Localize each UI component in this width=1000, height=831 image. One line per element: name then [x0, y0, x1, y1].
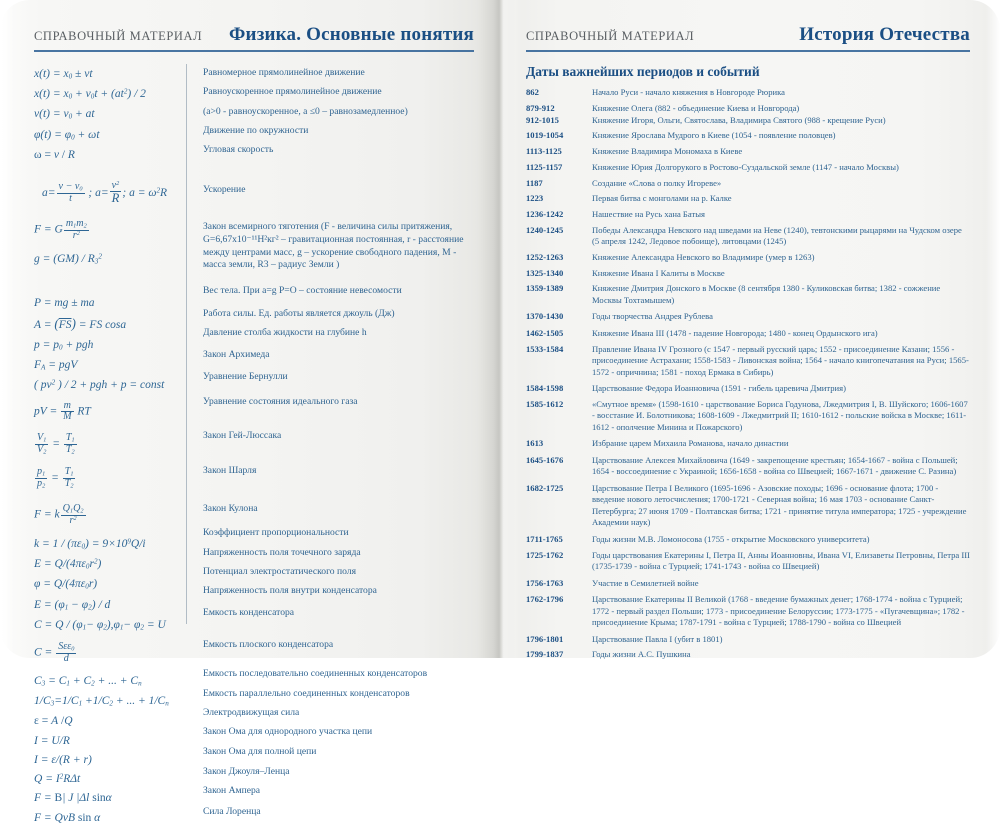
table-row [526, 594, 970, 629]
desc-item: Электродвижущая сила [203, 707, 300, 719]
event-text: Царствование Петра I Великого (1695-1696 - Азовские походы; 1696 - основание флота; 1700 - введение нового летосчисления; 1700-1721 - Северная война; 16 мая 1703 - основание Санкт-Петербурга; 27 июня 1709 - Полтавская битва; 1721 - принятие титула императора; 1725 - учреждение Академии наук) [592, 482, 967, 528]
formula-item: P = mg ± ma [34, 297, 95, 310]
physics-body [34, 62, 474, 831]
event-text: Княжение Ивана III (1478 - падение Новгорода; 1480 - конец Ордынского ига) [592, 327, 878, 338]
formula-item: $x(t) = x_0$ ± vt [34, 68, 93, 81]
formula-item: $E = (\varphi_1 - \varphi_2) / d$ [34, 598, 111, 612]
event-text: Царствование Павла I (убит в 1801) [592, 633, 723, 644]
desc-item: Напряженность поля точечного заряда [203, 546, 361, 558]
event-text: Княжение Юрия Долгорукого в Ростово-Суздальской земле (1147 - начало Москвы) [592, 161, 899, 172]
event-text: Создание «Слова о полку Игореве» [592, 177, 722, 188]
event-date: 1113-1125 [526, 146, 562, 157]
event-text: Правление Ивана IV Грозного (с 1547 - первый русский царь; 1552 - присоединение Казани; 1556 - присоединение Астрахани; 1558-1583 - Ливонская война; 1564 - начало книгопечатания на Руси; 1565-1572 - опричнина; 1581 - поход Ермака в Сибирь) [592, 343, 969, 377]
desc-item: Движение по окружности [203, 124, 309, 136]
table-row [526, 87, 970, 99]
table-row [526, 550, 970, 573]
desc-item: Равноускоренное прямолинейное движение [203, 86, 382, 98]
desc-item: Коэффициент пропорциональности [203, 527, 349, 539]
event-text: Нашествие на Русь хана Батыя [592, 208, 705, 219]
formula-item: $g = (GM) / R_3^2$ [34, 252, 102, 266]
formula-item: ω = v / R [34, 148, 75, 161]
event-date: 1725-1762 [526, 549, 564, 560]
desc-item: Напряженность поля внутри конденсатора [203, 585, 377, 597]
formula-item: I = ε/(R + r) [34, 753, 92, 766]
table-row [526, 103, 970, 115]
event-date: 1125-1157 [526, 161, 563, 172]
formula-item: I = U/R [34, 734, 70, 747]
formula-item: F = B| J |Δl sinα [34, 792, 112, 805]
left-page-physics [0, 0, 500, 824]
desc-item: Сила Лоренца [203, 806, 261, 818]
event-text: Княжение Олега (882 - объединение Киева и Новгорода) [592, 102, 800, 113]
right-header-rule [526, 50, 970, 52]
right-header-row [526, 24, 970, 50]
desc-item: Ускорение [203, 183, 246, 195]
formula-item: F = QvB sin α [34, 811, 101, 824]
event-date: 1584-1598 [526, 383, 564, 394]
history-body [526, 64, 970, 661]
event-date: 862 [526, 87, 539, 97]
right-page-header [526, 0, 970, 52]
event-text: Годы царствования Екатерины I, Петра II, Анны Иоанновны, Ивана VI, Елизаветы Петровны, Петра III (1735-1739 - война с Турцией; 1741-1743 - война со Швецией) [592, 549, 970, 572]
event-text: Участие в Семилетней войне [592, 577, 699, 588]
desc-item: Закон всемирного тяготения (F - величина силы притяжения, G=6,67х10⁻¹¹Н²кг² – гравитационная постоянная, r - расстояние между центрами масс, g – ускорение свободного падения, М - масса земли, R3 – радиус Земли ) [203, 221, 464, 271]
desc-item: Равномерное прямолинейное движение [203, 67, 365, 78]
desc-item: Емкость последовательно соединенных конденсаторов [203, 668, 428, 680]
table-row [526, 534, 970, 546]
right-kicker: СПРАВОЧНЫЙ МАТЕРИАЛ [526, 29, 695, 43]
desc-item: Емкость конденсатора [203, 606, 295, 618]
right-page-title: История Отечества [799, 24, 970, 45]
desc-item: Закон Гей-Люссака [203, 430, 282, 442]
desc-item: Уравнение состояния идеального газа [203, 395, 358, 407]
desc-item: Давление столба жидкости на глубине h [203, 326, 367, 338]
event-text: Победы Александра Невского над шведами на Неве (1240), тевтонскими рыцарями на Чудском озере (5 апреля 1242, Ледовое побоище), литовцами (1245) [592, 224, 962, 247]
event-date: 1223 [526, 193, 544, 204]
table-row [526, 649, 970, 661]
table-row [526, 178, 970, 190]
table-row [526, 162, 970, 174]
event-text: Годы жизни А.С. Пушкина [592, 649, 691, 660]
event-date: 1799-1837 [526, 649, 564, 660]
event-text: Царствование Екатерины II Великой (1768 - введение бумажных денег; 1768-1774 - война с Турцией; 1772 - первый раздел Польши; 1773 - присоединение Белоруссии; 1773-1775 - «Пугачевщина»; 1782 - присоединение Крыма; 1787-1791 - война с Турцией; 1788-1790 - война со Швецией [592, 594, 965, 628]
table-row [526, 328, 970, 340]
event-date: 1711-1765 [526, 533, 563, 544]
formula-item: $A = (\overline{FS})$ = FS cosa [34, 315, 127, 331]
desc-item: Закон Ома для однородного участка цепи [203, 726, 373, 738]
table-row [526, 130, 970, 142]
event-text: Княжение Владимира Мономаха в Киеве [592, 146, 743, 157]
desc-item: Закон Кулона [203, 502, 258, 514]
formula-item: $\varphi = Q/(4\pi\varepsilon_0r)$ [34, 578, 98, 591]
event-date: 1682-1725 [526, 482, 564, 493]
desc-item: Вес тела. При а=g Р=О – состояние невесомости [203, 284, 402, 296]
event-date: 1019-1054 [526, 130, 564, 141]
event-text: Княжение Дмитрия Донского в Москве (8 сентября 1380 - Куликовская битва; 1382 - сожжение Москвы Тохтамышем) [592, 283, 941, 305]
table-row [526, 115, 970, 127]
desc-item: Закон Джоуля–Ленца [203, 766, 290, 778]
formula-item: $C = Q / (\varphi_1- \varphi_2),\varphi_1- \varphi_2 = U$ [34, 618, 166, 632]
table-row [526, 311, 970, 323]
formula-item: $E = Q/(4\pi\varepsilon_0r^2)$ [34, 557, 102, 571]
formula-item: $p = p_0$ + pgh [34, 338, 94, 352]
event-date: 1796-1801 [526, 633, 564, 644]
left-page-header [34, 0, 474, 52]
event-date: 1462-1505 [526, 327, 564, 338]
desc-item: Закон Архимеда [203, 348, 270, 360]
table-row [526, 455, 970, 478]
table-row [526, 483, 970, 529]
event-text: Княжение Александра Невского во Владимире (умер в 1263) [592, 251, 815, 262]
event-text: Годы жизни М.В. Ломоносова (1755 - открытие Московского университета) [592, 533, 870, 544]
event-date: 912-1015 [526, 114, 559, 125]
left-header-rule [34, 50, 474, 52]
event-text: Княжение Игоря, Ольги, Святослава, Владимира Святого (988 - крещение Руси) [592, 114, 886, 125]
column-divider [186, 64, 187, 624]
history-section-title: Даты важнейших периодов и событий [526, 64, 760, 79]
event-date: 1613 [526, 438, 544, 449]
description-column [187, 62, 474, 831]
desc-item: Угловая скорость [203, 144, 274, 155]
formula-item: F = k $\frac{Q_1Q_2}{r^2}$ [34, 502, 84, 526]
formula-item: $\frac{p_1}{p_2}$ = $\frac{T_1}{T_2}$ [37, 466, 74, 490]
event-text: Годы творчества Андрея Рублева [592, 311, 713, 322]
event-date: 879-912 [526, 102, 555, 113]
table-row [526, 225, 970, 248]
desc-item: Уравнение Бернулли [203, 371, 288, 383]
desc-item: Работа силы. Ед. работы является джоуль (Дж) [203, 307, 395, 319]
table-row [526, 252, 970, 264]
event-text: Начало Руси - начало княжения в Новгороде Рюрика [592, 87, 785, 97]
event-date: 1370-1430 [526, 311, 564, 322]
formula-column [34, 62, 186, 831]
event-date: 1359-1389 [526, 283, 564, 294]
event-text: Царствование Федора Иоанновича (1591 - гибель царевича Дмитрия) [592, 383, 846, 394]
desc-item: Закон Ампера [203, 785, 261, 797]
event-date: 1240-1245 [526, 224, 564, 235]
event-date: 1585-1612 [526, 398, 564, 409]
event-text: Избрание царем Михаила Романова, начало династии [592, 438, 789, 449]
event-date: 1762-1796 [526, 594, 564, 605]
event-text: Княжение Ивана I Калиты в Москве [592, 267, 725, 278]
desc-item: Закон Шарля [203, 465, 257, 477]
table-row [526, 578, 970, 590]
table-row [526, 438, 970, 450]
event-date: 1236-1242 [526, 208, 564, 219]
left-header-row [34, 24, 474, 50]
event-date: 1252-1263 [526, 251, 564, 262]
event-text: Первая битва с монголами на р. Калке [592, 193, 732, 204]
desc-item: Закон Ома для полной цепи [203, 745, 317, 757]
formula-item: C = $\frac{S\varepsilon\varepsilon_0}{d}$ [34, 640, 75, 664]
event-text: Княжение Ярослава Мудрого в Киеве (1054 - появление половцев) [592, 130, 836, 141]
table-row [526, 344, 970, 379]
formula-item: ε = A /Q [34, 715, 73, 728]
formula-item: $\varphi(t) = \varphi_0 + \omega t$ [34, 128, 100, 142]
right-page-history [500, 0, 1000, 658]
desc-item: Емкость параллельно соединенных конденсаторов [203, 687, 410, 699]
formula-item: $1/C_3=1/C_1 +1/C_2$ + ... + $1/C_n$ [34, 695, 169, 708]
event-date: 1533-1584 [526, 343, 564, 354]
formula-item: $C_3 = C_1 + C_2$ + ... + $C_n$ [34, 674, 142, 688]
desc-item: Потенциал электростатического поля [203, 565, 356, 577]
formula-item: $\frac{V_1}{V_2}$ = $\frac{T_1}{T_2}$ [37, 431, 75, 455]
table-row [526, 283, 970, 306]
formula-item: $F_A$ = pgV [34, 358, 78, 372]
event-date: 1325-1340 [526, 267, 564, 278]
table-row [526, 634, 970, 646]
formula-item: F = G $\frac{m_1m_2}{r^2}$ [34, 218, 87, 241]
table-row [526, 209, 970, 221]
table-row [526, 399, 970, 434]
formula-item: a= $\frac{v - v_0}{t}$ ; a= $\frac{v^2}{R}$ ; $a = \omega^2R$ [42, 179, 168, 206]
event-date: 1756-1763 [526, 577, 564, 588]
left-page-title: Физика. Основные понятия [229, 24, 474, 45]
desc-item: (а>0 - равноускоренное, а ≤0 – равнозамедленное) [203, 105, 408, 117]
event-text: «Смутное время» (1598-1610 - царствование Бориса Годунова, Лжедмитрия I, В. Шуйского; 1606-1607 - восстание И. Болотникова; 1608-1609 - Лжедмитрий II; 1610-1612 - польские войска в Москве; 1611-1612 - ополчение Минина и Пожарского) [592, 398, 968, 432]
formula-item: ( $pv^2$ ) / 2 + pgh + p = const [34, 378, 165, 392]
table-row [526, 268, 970, 280]
left-kicker: СПРАВОЧНЫЙ МАТЕРИАЛ [34, 29, 203, 43]
table-row [526, 146, 970, 158]
event-date: 1187 [526, 177, 543, 188]
table-row [526, 193, 970, 205]
formula-item: $k = 1 / (\pi\varepsilon_0) = 9\times 10^9Q/i$ [34, 537, 146, 551]
event-text: Царствование Алексея Михайловича (1649 - закрепощение крестьян; 1654-1667 - война с Польшей; 1654 - воссоединение с Украиной; 1656-1658 - война со Швецией; 1667-1671 - движение С. Разина) [592, 454, 958, 477]
table-row [526, 383, 970, 395]
desc-item: Емкость плоского конденсатора [203, 638, 334, 650]
formula-item: $Q = I^2R\Delta t$ [34, 772, 81, 786]
event-date: 1645-1676 [526, 454, 564, 465]
formula-item: $x(t) = x_0 + v_0t + (at^2) / 2$ [34, 87, 146, 101]
formula-item: $v(t) = v_0$ + at [34, 108, 95, 121]
formula-item: pV = $\frac{m}{M}$ RT [34, 400, 91, 423]
